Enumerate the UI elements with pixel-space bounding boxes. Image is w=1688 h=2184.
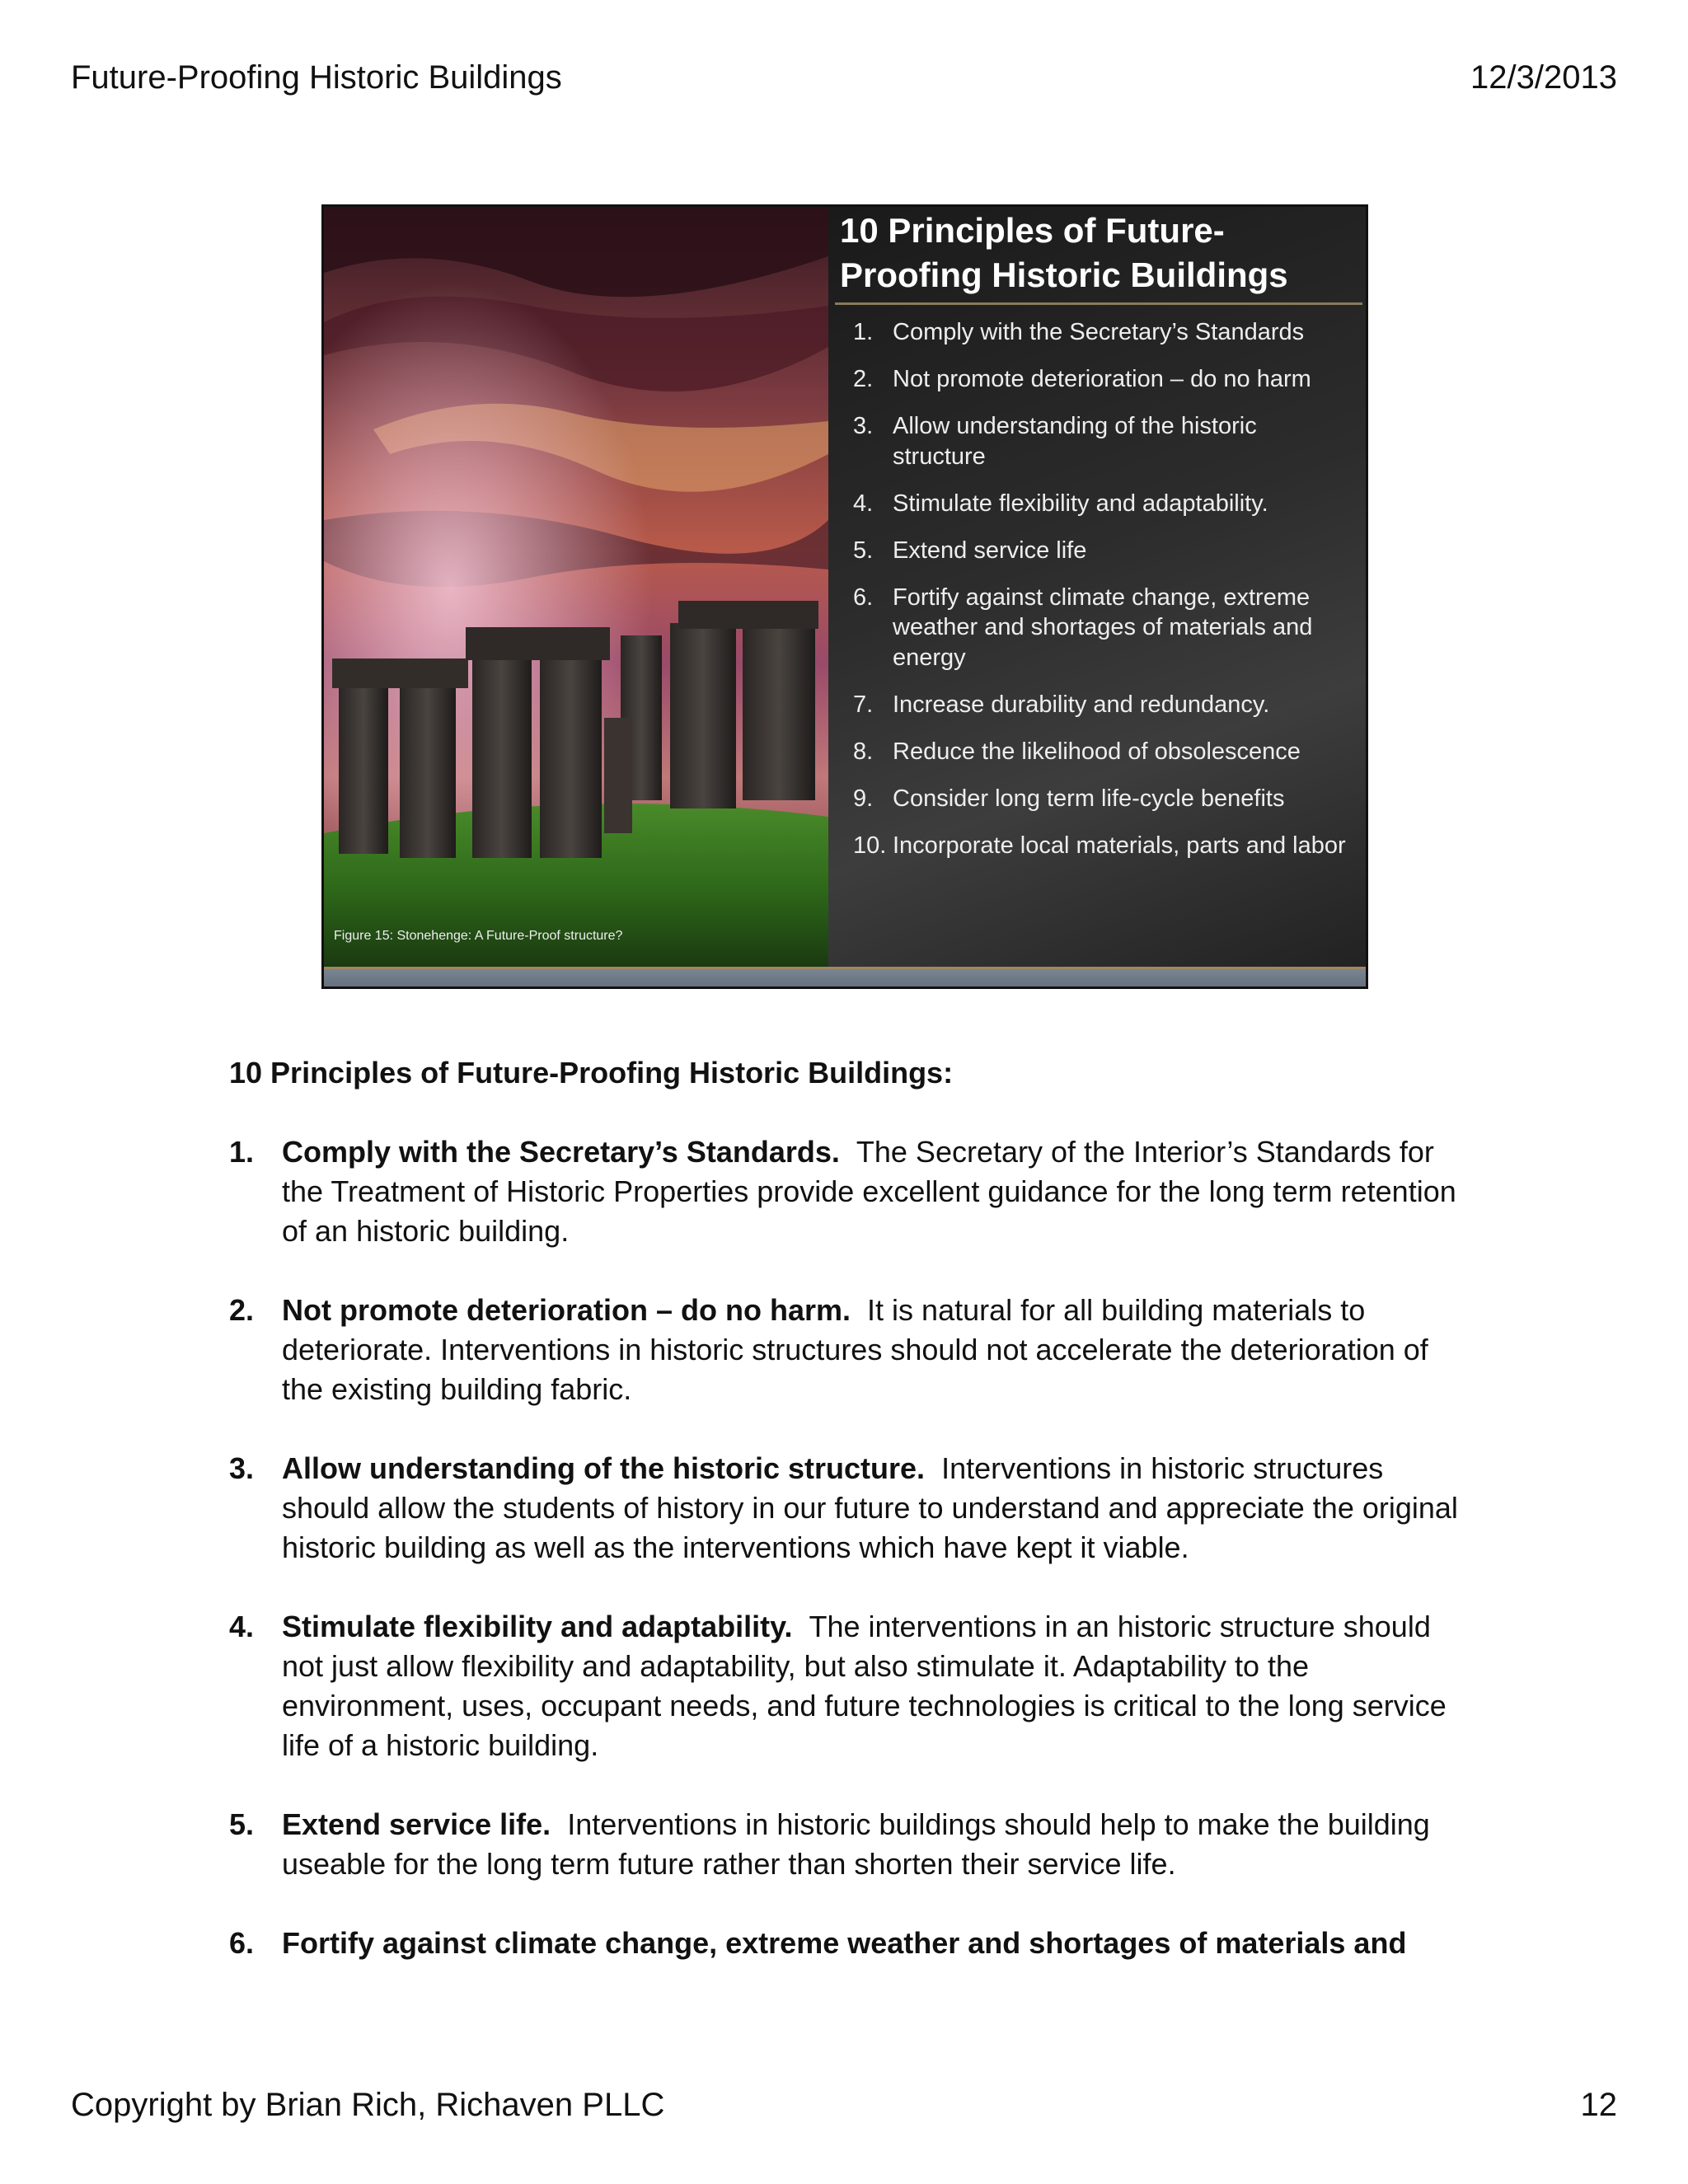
header-date: 12/3/2013 <box>1470 59 1617 96</box>
header-title: Future-Proofing Historic Buildings <box>71 59 562 96</box>
slide-list-item <box>853 364 1348 395</box>
slide-text-panel <box>828 207 1366 967</box>
principle-number: 5. <box>229 1807 255 1841</box>
slide-item-text: Consider long term life-cycle benefits <box>893 785 1285 812</box>
stonehenge-photo <box>324 207 828 967</box>
principle-item <box>229 1449 1465 1568</box>
slide-title-line-2: Proofing Historic Buildings <box>840 255 1288 294</box>
slide-list-item <box>853 411 1348 471</box>
slide-list-item <box>853 690 1348 720</box>
slide-image <box>321 204 1368 989</box>
slide-item-text: Fortify against climate change, extreme weather and shortages of materials and energy <box>893 583 1313 671</box>
principle-item <box>229 1805 1465 1884</box>
slide-list-item <box>853 737 1348 767</box>
principle-text: It is natural for all building materials to deteriorate. Interventions in historic structures should not accelerate the deterioration of the existing building fabric. <box>282 1293 1428 1406</box>
principle-lead: Not promote deterioration – do no harm. <box>282 1293 851 1327</box>
footer-page-number: 12 <box>1580 2087 1617 2123</box>
figure-caption: Figure 15: Stonehenge: A Future-Proof structure? <box>334 929 623 943</box>
principle-text: The Secretary of the Interior’s Standards for the Treatment of Historic Properties provide excellent guidance for the long term retention of an historic building. <box>282 1135 1456 1248</box>
slide-title-line-1: 10 Principles of Future- <box>840 211 1225 250</box>
principle-item <box>229 1607 1465 1765</box>
slide-item-number: 8. <box>853 738 874 765</box>
principle-number: 1. <box>229 1135 255 1169</box>
slide-item-text: Increase durability and redundancy. <box>893 691 1270 718</box>
principle-lead: Comply with the Secretary’s Standards. <box>282 1135 840 1169</box>
principle-item <box>229 1291 1465 1409</box>
document-body <box>229 1053 1465 2003</box>
slide-item-text: Reduce the likelihood of obsolescence <box>893 738 1301 765</box>
principle-lead: Extend service life. <box>282 1807 551 1841</box>
principle-number: 4. <box>229 1610 255 1643</box>
principle-text: Interventions in historic structures should allow the students of history in our future to understand and appreciate the original historic building as well as the interventions which have kept it viable. <box>282 1451 1458 1564</box>
section-heading: 10 Principles of Future-Proofing Historic Buildings: <box>229 1056 954 1090</box>
slide-list-item <box>853 831 1348 861</box>
principle-lead: Allow understanding of the historic structure. <box>282 1451 926 1485</box>
slide-item-number: 10. <box>853 832 887 859</box>
slide-principles-list <box>853 317 1348 878</box>
slide-list-item <box>853 583 1348 673</box>
slide-item-number: 3. <box>853 413 874 439</box>
slide-item-number: 5. <box>853 537 874 564</box>
principle-number: 3. <box>229 1451 255 1485</box>
principle-text: Interventions in historic buildings should help to make the building useable for the long term future rather than shorten their service life. <box>282 1807 1430 1881</box>
slide-title <box>840 209 1351 298</box>
footer-copyright: Copyright by Brian Rich, Richaven PLLC <box>71 2087 665 2123</box>
principles-list <box>229 1132 1465 1963</box>
principle-lead: Fortify against climate change, extreme weather and shortages of materials and <box>282 1926 1407 1960</box>
slide-item-number: 2. <box>853 366 874 392</box>
slide-item-text: Not promote deterioration – do no harm <box>893 366 1311 392</box>
slide-item-text: Extend service life <box>893 537 1087 564</box>
slide-list-item <box>853 536 1348 566</box>
slide-item-number: 4. <box>853 490 874 517</box>
slide-item-number: 6. <box>853 583 874 611</box>
slide-item-text: Stimulate flexibility and adaptability. <box>893 490 1268 517</box>
slide-list-item <box>853 317 1348 348</box>
slide-item-text: Incorporate local materials, parts and labor <box>893 832 1346 859</box>
principle-text: The interventions in an historic structure should not just allow flexibility and adaptability, but also stimulate it. Adaptability to the environment, uses, occupant needs, and future technologies is critical to the long service life of a historic building. <box>282 1610 1447 1762</box>
slide-list-item <box>853 784 1348 814</box>
slide-item-number: 7. <box>853 691 874 718</box>
slide-item-text: Allow understanding of the historic structure <box>893 413 1257 470</box>
slide-item-number: 1. <box>853 319 874 345</box>
slide-item-text: Comply with the Secretary’s Standards <box>893 319 1305 345</box>
principle-item <box>229 1132 1465 1251</box>
principle-lead: Stimulate flexibility and adaptability. <box>282 1610 793 1643</box>
slide-bottom-bar <box>324 967 1368 989</box>
principle-number: 2. <box>229 1293 255 1327</box>
principle-item <box>229 1924 1465 1963</box>
title-divider <box>835 302 1362 305</box>
slide-list-item <box>853 489 1348 519</box>
principle-number: 6. <box>229 1926 255 1960</box>
slide-item-number: 9. <box>853 785 874 812</box>
